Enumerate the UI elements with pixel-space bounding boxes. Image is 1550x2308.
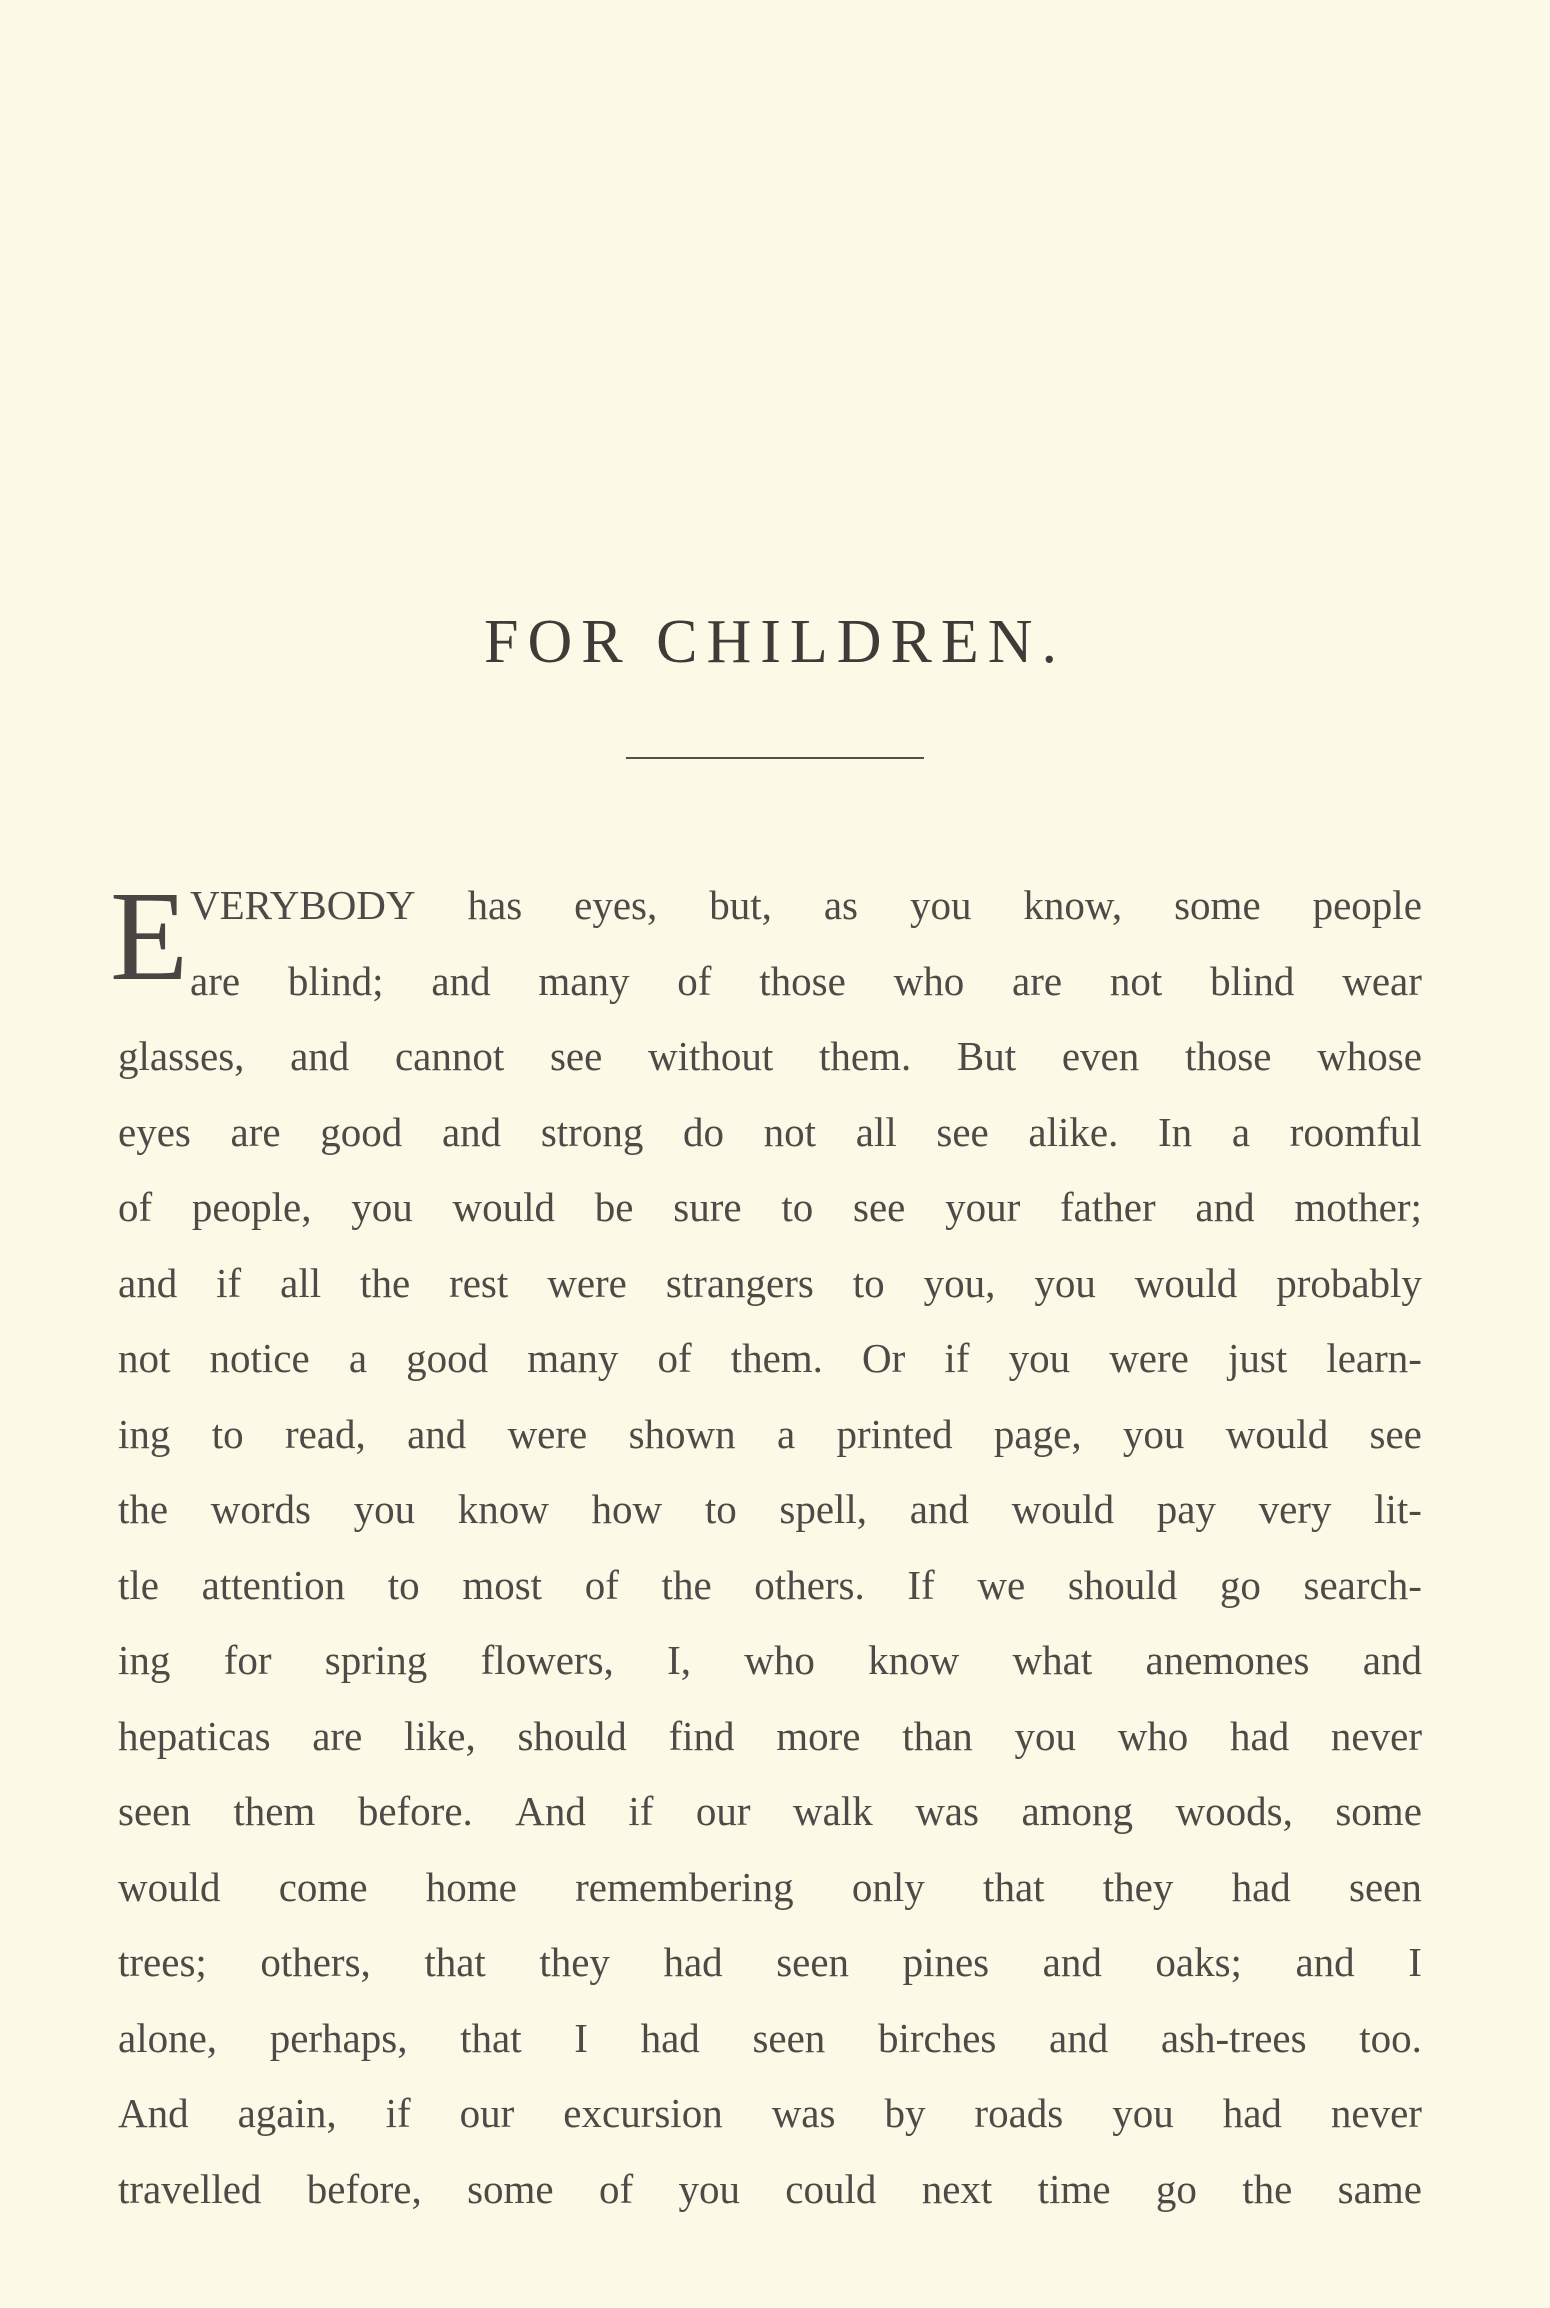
text-line: hepaticas are like, should find more than you who had never: [118, 1712, 1422, 1759]
page-title: FOR CHILDREN.: [483, 607, 1067, 676]
text-line: eyes are good and strong do not all see alike. In a roomful: [118, 1108, 1422, 1155]
text-line: seen them before. And if our walk was among woods, some: [118, 1788, 1422, 1834]
text-line: and if all the rest were strangers to you, you would probably: [118, 1259, 1422, 1306]
drop-cap: E: [110, 865, 189, 1007]
text-line: would come home remembering only that they had seen: [118, 1863, 1422, 1910]
text-line: glasses, and cannot see without them. But even those whose: [118, 1033, 1422, 1079]
text-line: of people, you would be sure to see your father and mother;: [118, 1184, 1422, 1230]
text-line: tle attention to most of the others. If we should go search-: [118, 1561, 1422, 1608]
text-line: VERYBODY has eyes, but, as you know, some people: [190, 882, 1422, 928]
text-line: are blind; and many of those who are not blind wear: [190, 957, 1422, 1004]
text-line: ing to read, and were shown a printed page, you would see: [118, 1410, 1422, 1457]
text-line: not notice a good many of them. Or if you were just learn-: [118, 1335, 1422, 1381]
title-divider: [626, 757, 924, 759]
paragraph: [118, 868, 1422, 2227]
text-line: the words you know how to spell, and would pay very lit-: [118, 1486, 1422, 1532]
text-line: And again, if our excursion was by roads you had never: [118, 2090, 1422, 2136]
text-line: ing for spring flowers, I, who know what anemones and: [118, 1637, 1422, 1683]
text-line: alone, perhaps, that I had seen birches and ash-trees too.: [118, 2014, 1422, 2061]
text-line: travelled before, some of you could next time go the same: [118, 2165, 1422, 2212]
body-text: [110, 865, 1422, 2227]
text-line: trees; others, that they had seen pines and oaks; and I: [118, 1939, 1422, 1985]
